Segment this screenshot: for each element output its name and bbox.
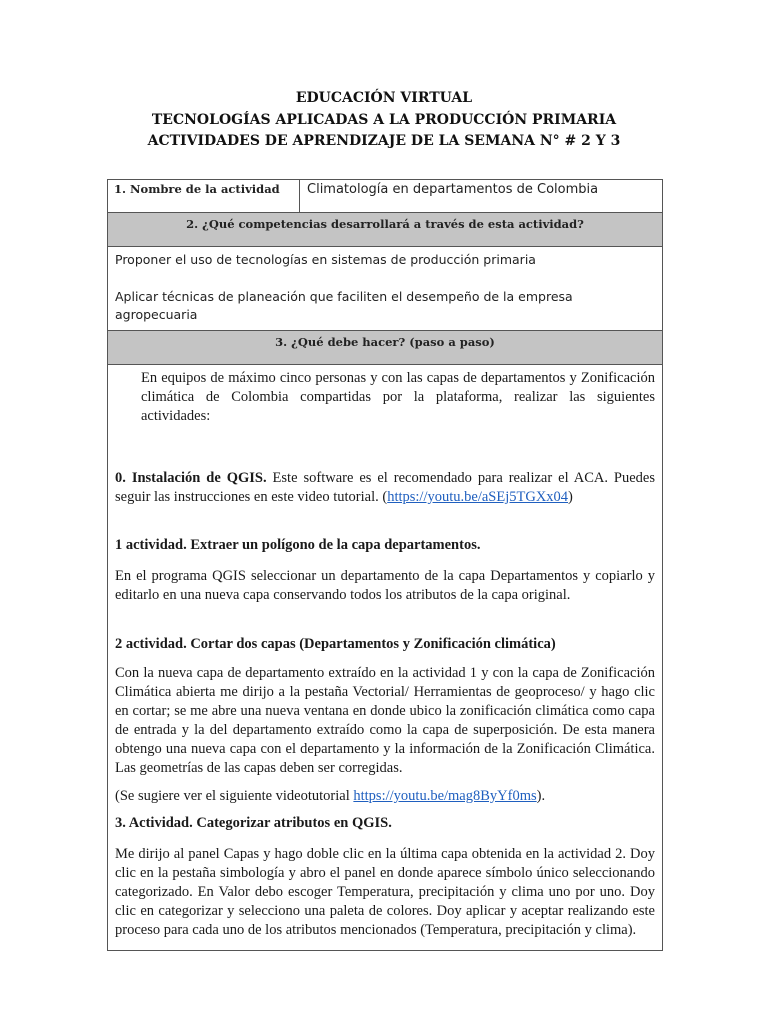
step-2-close: ).	[536, 788, 546, 804]
step-2-text: Con la nueva capa de departamento extraído en la actividad 1 y con la capa de Zonificación Climática abierta me dirijo a la pestaña Vectorial/ Herramientas de geoproceso/ y hago clic en cortar; se me abre una nueva ventana en donde ubico la zonificación climática como capa de entrada y la del departamento extraído como la capa de superposición. De esta manera obtengo una nueva capa con el departamento y la información de la Zonificación Climática. Las geometrías de las capas deben ser corregidas.	[115, 665, 655, 776]
steps-row	[108, 365, 663, 951]
activity-table	[107, 179, 663, 951]
header-line-1: EDUCACIÓN VIRTUAL	[295, 90, 473, 106]
step-0-video-link[interactable]: https://youtu.be/aSEj5TGXx04	[387, 489, 569, 505]
activity-name-value: Climatología en departamentos de Colombia	[300, 180, 663, 213]
competency-item: Proponer el uso de tecnologías en sistemas de producción primaria	[115, 252, 536, 267]
header-line-2: TECNOLOGÍAS APLICADAS A LA PRODUCCIÓN PRIMARIA	[151, 111, 617, 128]
step-2-video-link[interactable]: https://youtu.be/mag8ByYf0ms	[353, 788, 537, 804]
step-3-title: 3. Actividad. Categorizar atributos en QGIS.	[115, 815, 392, 831]
step-0-close: )	[568, 489, 573, 505]
activity-name-label: 1. Nombre de la actividad	[108, 180, 300, 213]
header-line-3: ACTIVIDADES DE APRENDIZAJE DE LA SEMANA N° # 2 Y 3	[147, 133, 621, 149]
steps-content	[108, 365, 663, 951]
step-2-suggest-text: (Se sugiere ver el siguiente videotutorial	[115, 788, 354, 804]
competencies-row	[108, 247, 663, 331]
activity-name-row	[108, 180, 663, 213]
step-1-text: En el programa QGIS seleccionar un departamento de la capa Departamentos y copiarlo y editarlo en una nueva capa conservando todos los atributos de la capa original.	[115, 568, 655, 603]
document-header	[0, 88, 768, 153]
step-2-suggestion	[115, 787, 655, 806]
step-1-title: 1 actividad. Extraer un polígono de la capa departamentos.	[115, 537, 481, 553]
competencies-heading-row	[108, 213, 663, 247]
competencies-heading: 2. ¿Qué competencias desarrollará a través de esta actividad?	[108, 213, 663, 247]
step-3-text: Me dirijo al panel Capas y hago doble clic en la última capa obtenida en la actividad 2. Doy clic en la pestaña simbología y abro el panel en donde aparece símbolo único seleccionando categorizado. En Valor debo escoger Temperatura, precipitación y clima uno por uno. Doy clic en categorizar y selecciono una paleta de colores. Doy aplicar y aceptar realizando este proceso para cada uno de los atributos mencionados (Temperatura, precipitación y clima).	[115, 846, 655, 938]
steps-intro: En equipos de máximo cinco personas y con las capas de departamentos y Zonificación climática de Colombia compartidas por la plataforma, realizar las siguientes actividades:	[141, 370, 655, 424]
steps-heading: 3. ¿Qué debe hacer? (paso a paso)	[108, 331, 663, 365]
competency-item: Aplicar técnicas de planeación que faciliten el desempeño de la empresa agropecuaria	[115, 289, 573, 322]
step-2-title: 2 actividad. Cortar dos capas (Departamentos y Zonificación climática)	[115, 636, 556, 652]
step-0-paragraph	[115, 469, 655, 507]
steps-heading-row	[108, 331, 663, 365]
competencies-content	[108, 247, 663, 331]
step-0-title: 0. Instalación de QGIS.	[115, 470, 267, 486]
step-0-text: Este software es el recomendado para realizar el ACA. Puedes seguir las instrucciones en este video tutorial. (	[115, 470, 656, 505]
